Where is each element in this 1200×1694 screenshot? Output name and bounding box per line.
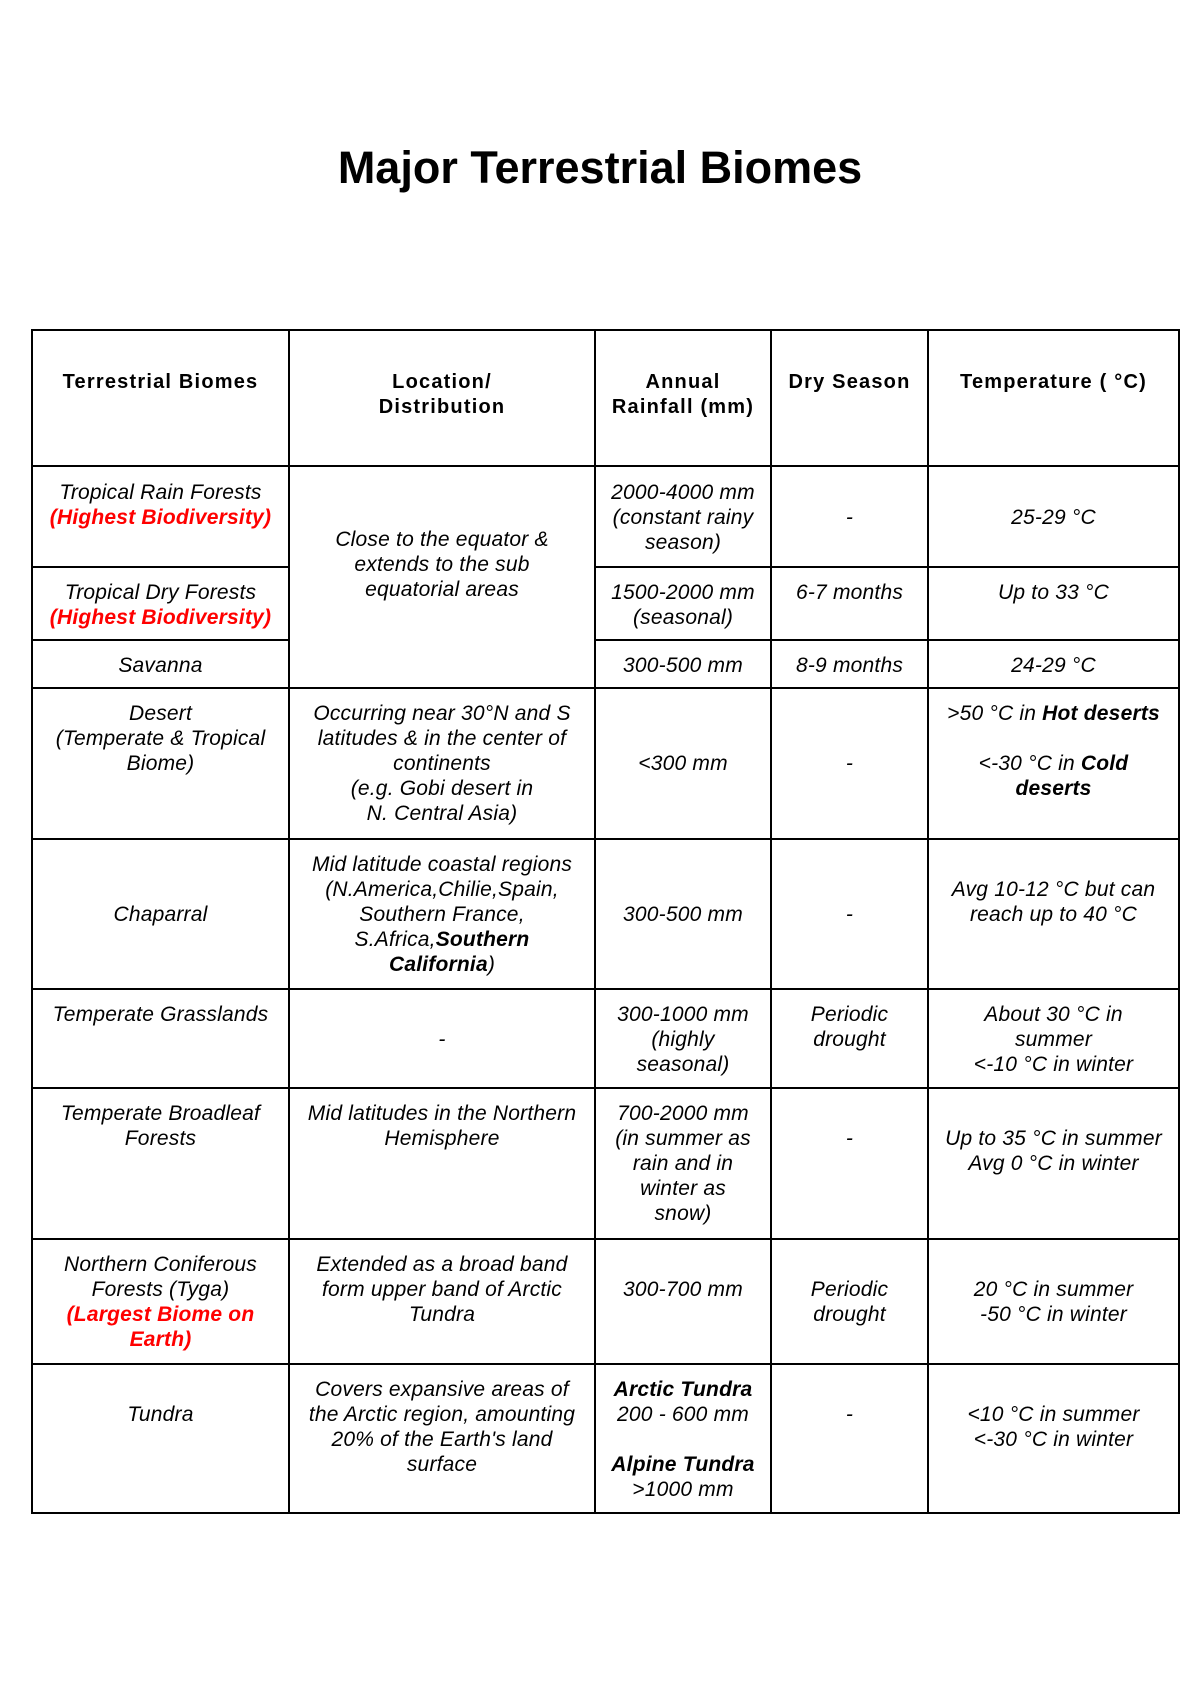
biomes-table bbox=[31, 329, 1180, 1514]
cell-location: Covers expansive areas of the Arctic region, amounting 20% of the Earth's land surface bbox=[289, 1364, 595, 1513]
biodiversity-note: (Highest Biodiversity) bbox=[49, 606, 272, 629]
page-title: Major Terrestrial Biomes bbox=[337, 142, 863, 193]
cell-dry-season: - bbox=[771, 1088, 928, 1239]
cell-biome: Tropical Rain Forests (Highest Biodiversity) bbox=[32, 466, 289, 567]
cell-biome: Chaparral bbox=[32, 839, 289, 989]
cell-temperature: 24-29 °C bbox=[928, 640, 1179, 688]
largest-biome-note: (Largest Biome on bbox=[66, 1303, 255, 1326]
table-row-northern-coniferous-forests bbox=[32, 1239, 1179, 1364]
cell-biome: Northern Coniferous Forests (Tyga) (Largest Biome on Earth) bbox=[32, 1239, 289, 1364]
cell-rainfall: 700-2000 mm (in summer as rain and in winter as snow) bbox=[595, 1088, 771, 1239]
cell-biome: Temperate Broadleaf Forests bbox=[32, 1088, 289, 1239]
cell-dry-season: - bbox=[771, 1364, 928, 1513]
cell-rainfall: 1500-2000 mm (seasonal) bbox=[595, 567, 771, 640]
cell-dry-season: 8-9 months bbox=[771, 640, 928, 688]
cell-temperature: Up to 35 °C in summer Avg 0 °C in winter bbox=[928, 1088, 1179, 1239]
cell-dry-season: - bbox=[771, 688, 928, 839]
header-location: Location/ Distribution bbox=[289, 330, 595, 466]
cell-location-tropical: Close to the equator & extends to the sub equatorial areas bbox=[289, 466, 595, 688]
cell-temperature: 25-29 °C bbox=[928, 466, 1179, 567]
cell-temperature: >50 °C in Hot deserts <-30 °C in Cold deserts bbox=[928, 688, 1179, 839]
cell-temperature: Avg 10-12 °C but can reach up to 40 °C bbox=[928, 839, 1179, 989]
cell-dry-season: Periodic drought bbox=[771, 1239, 928, 1364]
table-row-tropical-dry-forests bbox=[32, 567, 1179, 640]
table-row-tropical-rain-forests bbox=[32, 466, 1179, 567]
cell-location: - bbox=[289, 989, 595, 1088]
cell-rainfall: 300-500 mm bbox=[595, 640, 771, 688]
table-header-row bbox=[32, 330, 1179, 466]
cell-rainfall: 2000-4000 mm (constant rainy season) bbox=[595, 466, 771, 567]
cell-rainfall: Arctic Tundra 200 - 600 mm Alpine Tundra >1000 mm bbox=[595, 1364, 771, 1513]
table-row-savanna bbox=[32, 640, 1179, 688]
cell-temperature: 20 °C in summer -50 °C in winter bbox=[928, 1239, 1179, 1364]
header-temperature: Temperature ( °C) bbox=[928, 330, 1179, 466]
table-row-chaparral bbox=[32, 839, 1179, 989]
cell-biome: Desert (Temperate & Tropical Biome) bbox=[32, 688, 289, 839]
cell-dry-season: 6-7 months bbox=[771, 567, 928, 640]
cell-rainfall: <300 mm bbox=[595, 688, 771, 839]
cell-location: Mid latitude coastal regions (N.America,Chilie,Spain, Southern France, S.Africa,Southern California) bbox=[289, 839, 595, 989]
cell-temperature: <10 °C in summer <-30 °C in winter bbox=[928, 1364, 1179, 1513]
cell-biome: Temperate Grasslands bbox=[32, 989, 289, 1088]
cell-location: Occurring near 30°N and S latitudes & in the center of continents (e.g. Gobi desert in N. Central Asia) bbox=[289, 688, 595, 839]
cell-location: Mid latitudes in the Northern Hemisphere bbox=[289, 1088, 595, 1239]
cell-temperature: About 30 °C in summer <-10 °C in winter bbox=[928, 989, 1179, 1088]
cell-biome: Savanna bbox=[32, 640, 289, 688]
table-row-tundra bbox=[32, 1364, 1179, 1513]
header-biome: Terrestrial Biomes bbox=[32, 330, 289, 466]
table-row-temperate-broadleaf-forests bbox=[32, 1088, 1179, 1239]
cell-rainfall: 300-500 mm bbox=[595, 839, 771, 989]
header-rainfall: Annual Rainfall (mm) bbox=[595, 330, 771, 466]
biodiversity-note: (Highest Biodiversity) bbox=[49, 506, 272, 529]
table-row-temperate-grasslands bbox=[32, 989, 1179, 1088]
cell-temperature: Up to 33 °C bbox=[928, 567, 1179, 640]
cell-dry-season: - bbox=[771, 839, 928, 989]
cell-rainfall: 300-700 mm bbox=[595, 1239, 771, 1364]
cell-location: Extended as a broad band form upper band of Arctic Tundra bbox=[289, 1239, 595, 1364]
cell-dry-season: Periodic drought bbox=[771, 989, 928, 1088]
cell-rainfall: 300-1000 mm (highly seasonal) bbox=[595, 989, 771, 1088]
table-row-desert bbox=[32, 688, 1179, 839]
cell-biome: Tropical Dry Forests (Highest Biodiversity) bbox=[32, 567, 289, 640]
cell-biome: Tundra bbox=[32, 1364, 289, 1513]
cell-dry-season: - bbox=[771, 466, 928, 567]
header-dry-season: Dry Season bbox=[771, 330, 928, 466]
